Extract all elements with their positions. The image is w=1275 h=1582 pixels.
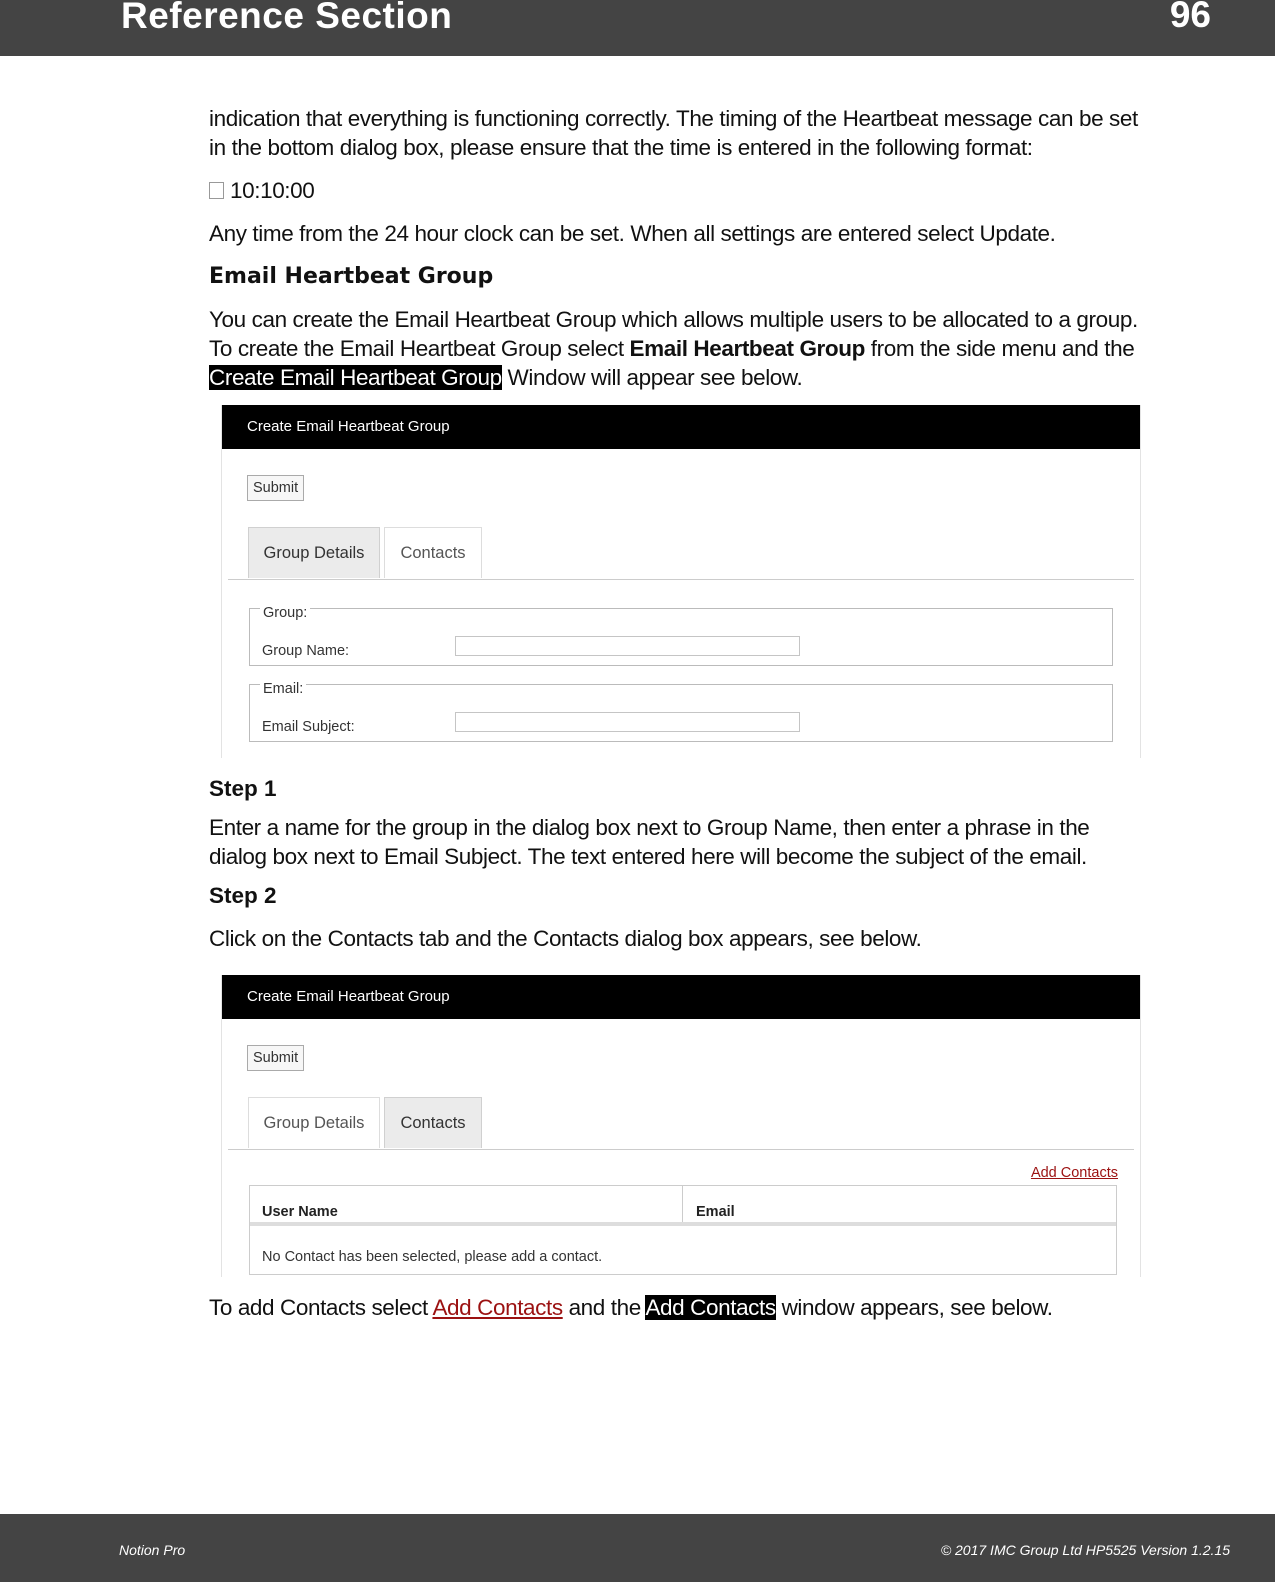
window-title-bar: Create Email Heartbeat Group — [222, 405, 1140, 449]
tab-contacts[interactable]: Contacts — [384, 1097, 482, 1148]
time-example: 10:10:00 — [230, 178, 315, 203]
closing-paragraph — [209, 1293, 1149, 1322]
group-name-input[interactable] — [455, 636, 800, 656]
column-divider — [682, 1186, 683, 1222]
text-run: You can create the Email Heartbeat Group which allows multiple users to be allocated to a group. To create the Email Heartbeat Group select — [209, 307, 1138, 361]
time-example-item — [209, 176, 1149, 205]
section-heading: Email Heartbeat Group — [209, 264, 494, 289]
table-header — [250, 1186, 1116, 1226]
contacts-table — [249, 1185, 1117, 1275]
page-content — [209, 104, 1149, 1322]
bullet-box-icon — [209, 182, 224, 199]
highlighted-window-name: Create Email Heartbeat Group — [209, 365, 502, 390]
step-2-text: Click on the Contacts tab and the Contacts dialog box appears, see below. — [209, 926, 922, 951]
empty-table-message: No Contact has been selected, please add a contact. — [262, 1249, 603, 1265]
add-contacts-link[interactable]: Add Contacts — [432, 1295, 563, 1320]
page-footer — [0, 1514, 1275, 1582]
text-run: Window will appear see below. — [501, 365, 803, 390]
contacts-screenshot — [221, 975, 1141, 1277]
tab-group-details[interactable]: Group Details — [248, 527, 380, 578]
text-run: from the side menu and the — [864, 336, 1135, 361]
create-group-screenshot — [221, 405, 1141, 758]
text-run: To add Contacts select — [209, 1295, 433, 1320]
email-subject-label: Email Subject: — [262, 719, 355, 735]
column-user-name: User Name — [262, 1204, 338, 1220]
window-title-bar: Create Email Heartbeat Group — [222, 975, 1140, 1019]
submit-button[interactable]: Submit — [247, 475, 304, 501]
email-subject-input[interactable] — [455, 712, 800, 732]
email-legend: Email: — [260, 675, 306, 704]
footer-product: Notion Pro — [119, 1542, 186, 1558]
step-2-title: Step 2 — [209, 883, 277, 908]
section-paragraph — [209, 305, 1149, 392]
footer-copyright: © 2017 IMC Group Ltd HP5525 Version 1.2.15 — [940, 1542, 1230, 1558]
text-run: window appears, see below. — [775, 1295, 1053, 1320]
bold-text: Email Heartbeat Group — [629, 336, 865, 361]
tab-strip — [228, 527, 1134, 580]
highlighted-window-name: Add Contacts — [645, 1295, 776, 1320]
group-name-label: Group Name: — [262, 643, 350, 659]
page-header — [0, 0, 1275, 56]
tab-group-details[interactable]: Group Details — [248, 1097, 380, 1148]
step-1-text: Enter a name for the group in the dialog box next to Group Name, then enter a phrase in the dialog box next to Email Subject. The text entered here will become the subject of the email. — [209, 815, 1090, 869]
column-email: Email — [696, 1204, 735, 1220]
group-legend: Group: — [260, 599, 310, 628]
tab-contacts[interactable]: Contacts — [384, 527, 482, 578]
email-fieldset — [249, 681, 1113, 742]
submit-button[interactable]: Submit — [247, 1045, 304, 1071]
group-fieldset — [249, 605, 1113, 666]
page-number: 96 — [1169, 0, 1211, 35]
text-run: and the — [562, 1295, 646, 1320]
tab-strip — [228, 1097, 1134, 1150]
add-contacts-link[interactable]: Add Contacts — [1030, 1165, 1118, 1181]
intro-paragraph-2: Any time from the 24 hour clock can be set. When all settings are entered select Update. — [209, 221, 1056, 246]
step-1-title: Step 1 — [209, 776, 277, 801]
section-title: Reference Section — [121, 0, 453, 36]
intro-paragraph: indication that everything is functioning correctly. The timing of the Heartbeat message can be set in the bottom dialog box, please ensure that the time is entered in the following format: — [209, 106, 1138, 160]
